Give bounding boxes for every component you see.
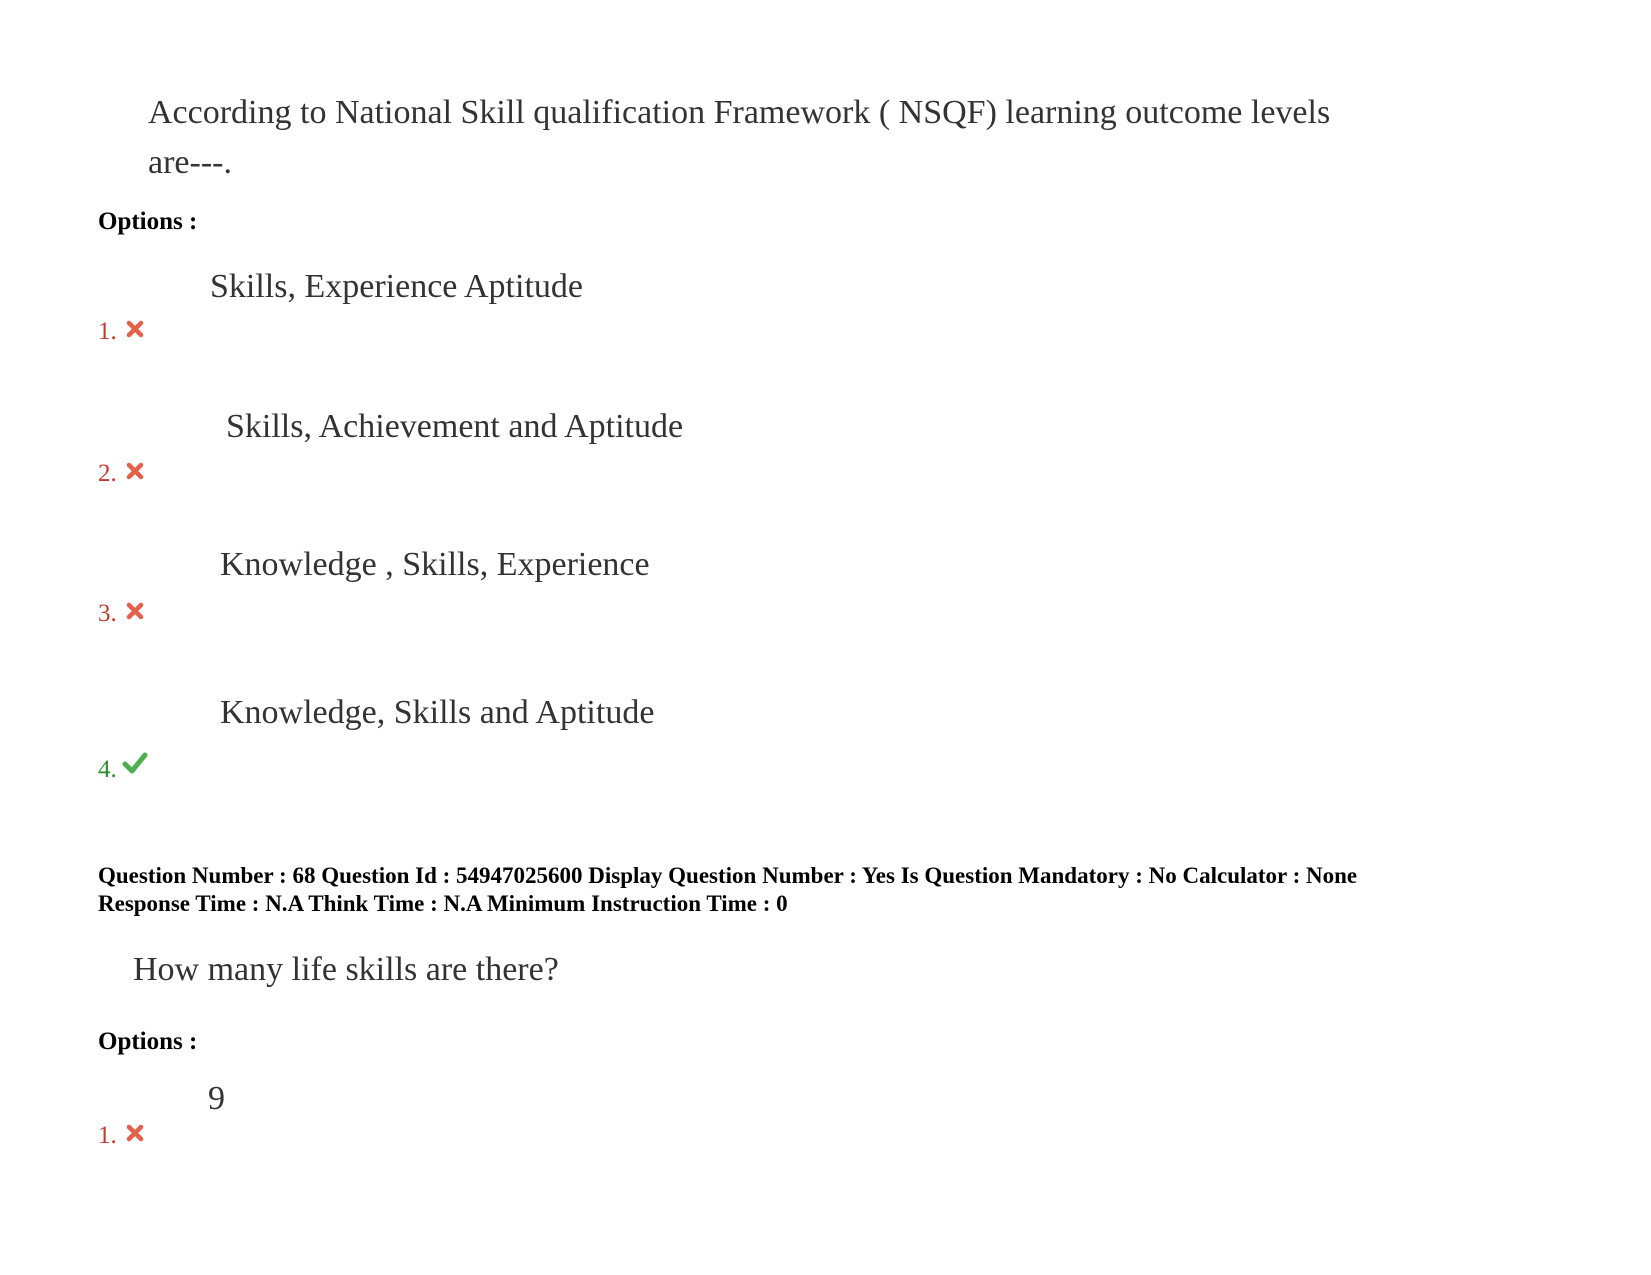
question-meta-line-2: Response Time : N.A Think Time : N.A Minimum Instruction Time : 0	[98, 891, 788, 916]
q2-option-1-text: 9	[208, 1080, 225, 1117]
option-1-text: Skills, Experience Aptitude	[210, 268, 583, 305]
cross-icon	[126, 1124, 144, 1142]
option-4-text: Knowledge, Skills and Aptitude	[220, 694, 655, 731]
cross-icon	[126, 462, 144, 480]
option-4-number: 4.	[98, 756, 117, 783]
cross-icon	[126, 320, 144, 338]
options-label: Options :	[98, 1028, 198, 1055]
question-2-text: How many life skills are there?	[133, 951, 559, 988]
question-text-line-2: are---.	[148, 144, 232, 181]
options-label: Options :	[98, 208, 198, 235]
question-text-line-1: According to National Skill qualification Framework ( NSQF) learning outcome levels	[148, 94, 1331, 131]
option-2-number: 2.	[98, 460, 117, 487]
option-3-number: 3.	[98, 600, 117, 627]
option-3-text: Knowledge , Skills, Experience	[220, 546, 650, 583]
option-1-number: 1.	[98, 318, 117, 345]
option-2-text: Skills, Achievement and Aptitude	[226, 408, 684, 445]
check-icon	[122, 752, 148, 774]
cross-icon	[126, 602, 144, 620]
q2-option-1-number: 1.	[98, 1122, 117, 1149]
question-meta-line-1: Question Number : 68 Question Id : 54947025600 Display Question Number : Yes Is Question Mandatory : No Calculator : None	[98, 863, 1358, 888]
